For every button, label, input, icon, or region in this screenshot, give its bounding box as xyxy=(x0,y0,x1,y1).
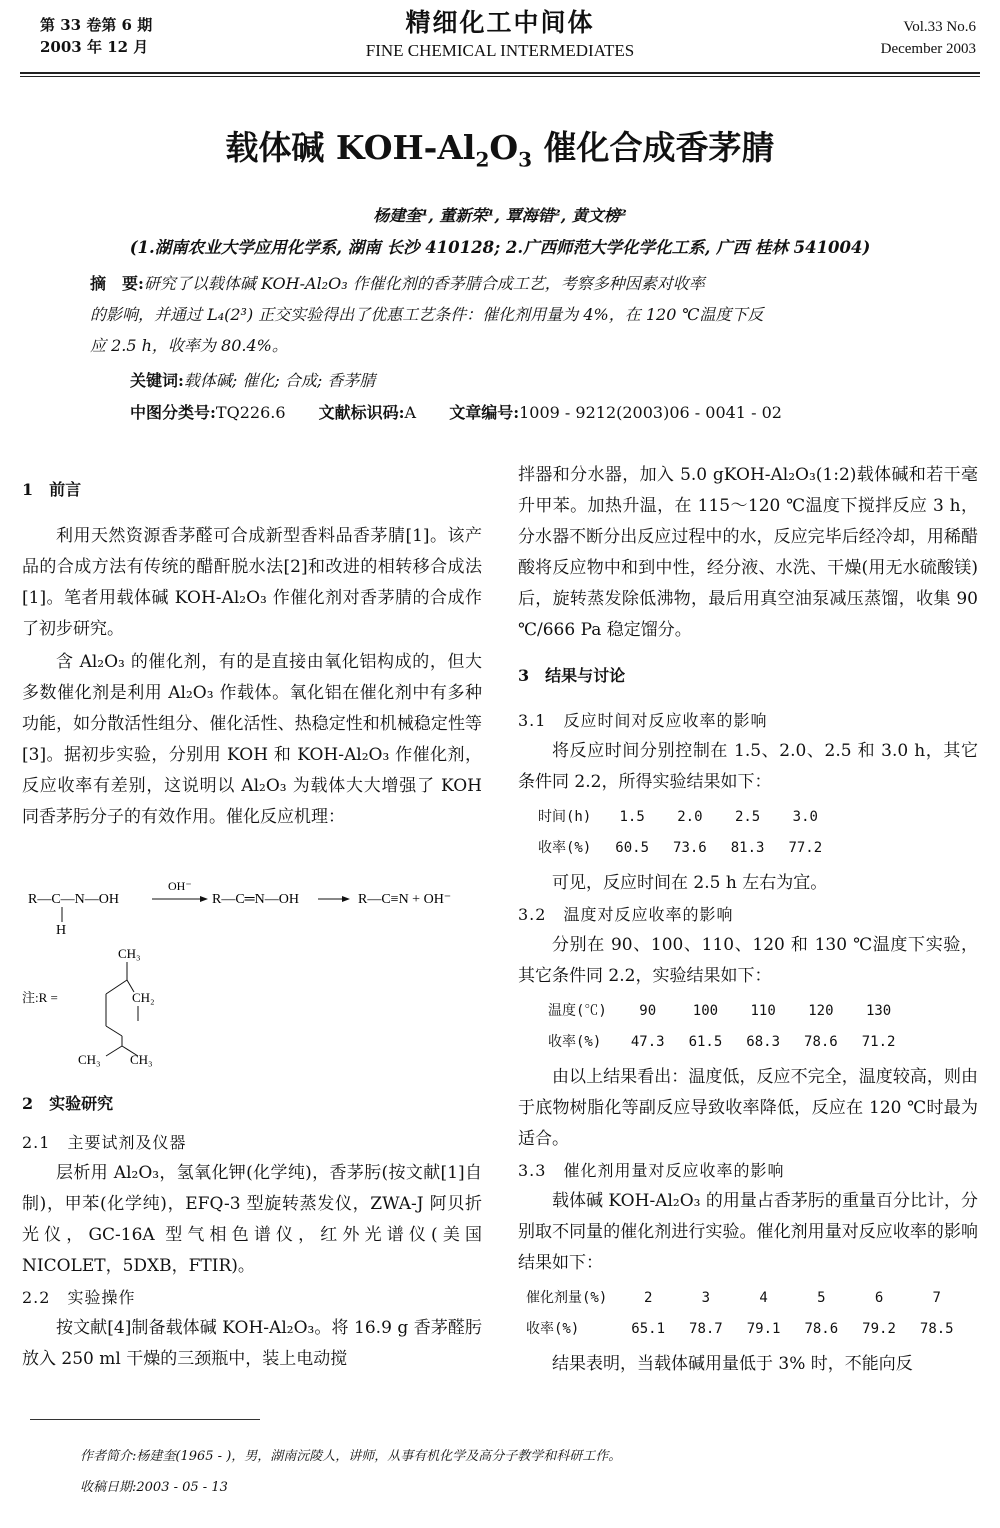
catalyst-yield-table xyxy=(526,1283,966,1345)
paragraph: 可见，反应时间在 2.5 h 左右为宜。 xyxy=(552,873,828,893)
bond-line xyxy=(106,1026,122,1036)
intermediate-formula: R—C═N—OH xyxy=(212,892,299,907)
subsection-heading: 3.2 温度对反应收率的影响 xyxy=(518,905,734,924)
abstract-label: 摘 要: xyxy=(90,274,144,293)
paragraph: 拌器和分水器，加入 5.0 gKOH-Al₂O₃(1:2)载体碱和若干毫升甲苯。加热升温，在 115～120 ℃温度下搅拌反应 3 h，分水器不断分出反应过程中的水，反应完毕后经冷却，用稀醋酸将反应物中和到中性，经分液、水洗、干燥(用无水硫酸镁)后，旋转蒸发除低沸物，最后用真空油泵减压蒸馏，收集 90 ℃/666 Pa 稳定馏分。 xyxy=(518,465,978,640)
table-cell: 7 xyxy=(932,1290,941,1306)
table-header: 温度(℃) xyxy=(548,1003,607,1019)
clc-code: TQ226.6 xyxy=(215,403,286,422)
table-cell: 120 xyxy=(808,1003,834,1019)
section-heading-experiment: 2 实验研究 xyxy=(22,1094,114,1113)
table-cell: 78.7 xyxy=(689,1321,723,1337)
table-cell: 78.6 xyxy=(804,1034,838,1050)
table-cell: 78.6 xyxy=(804,1321,839,1337)
table-cell: 77.2 xyxy=(788,840,823,856)
table-cell: 3 xyxy=(701,1290,711,1306)
abstract-line: 研究了以载体碱 KOH-Al₂O₃ 作催化剂的香茅腈合成工艺，考察多种因素对收率 xyxy=(143,274,705,293)
table-row xyxy=(526,1314,966,1345)
arrowhead-icon xyxy=(342,896,350,902)
article-title xyxy=(0,124,1000,184)
section-heading-results: 3 结果与讨论 xyxy=(518,666,626,685)
title-subscript: 3 xyxy=(518,147,533,172)
bond-line xyxy=(106,1046,122,1056)
author-bio-footnote: 作者简介:杨建奎(1965 - )，男，湖南沅陵人，讲师，从事有机化学及高分子教学和科研工作。 xyxy=(80,1449,622,1464)
table-header: 收率(%) xyxy=(538,840,592,856)
table-cell: 6 xyxy=(874,1290,884,1306)
table-cell: 2.0 xyxy=(677,809,703,825)
table-cell: 5 xyxy=(817,1290,826,1306)
paragraph: 结果表明，当载体碱用量低于 3% 时，不能向反 xyxy=(552,1354,913,1374)
subsection-heading: 3.1 反应时间对反应收率的影响 xyxy=(518,711,768,730)
article-number: 1009 - 9212(2003)06 - 0041 - 02 xyxy=(519,403,782,422)
title-part: O xyxy=(489,128,519,167)
footnote-rule xyxy=(30,1419,260,1420)
methyl-right: CH₃ xyxy=(130,1052,153,1067)
hydroxide-label: OH⁻ xyxy=(168,879,192,893)
header-rule xyxy=(20,72,980,74)
header-rule-thin xyxy=(20,76,980,77)
hydrogen-label: H xyxy=(56,923,67,938)
date-cn: 2003 年 12 月 xyxy=(40,38,149,56)
table-cell: 81.3 xyxy=(730,840,765,856)
r-group-note: 注:R = xyxy=(22,990,58,1005)
product-formula: R—C≡N + OH⁻ xyxy=(358,892,452,907)
volume-en: Vol.33 No.6 xyxy=(903,19,976,35)
right-column xyxy=(518,460,978,1380)
title-part: 载体碱 KOH-Al xyxy=(225,128,476,167)
table-cell: 65.1 xyxy=(631,1321,666,1337)
table-row xyxy=(538,833,834,864)
doc-code-label: 文献标识码: xyxy=(318,403,405,422)
title-part: 催化合成香茅腈 xyxy=(532,128,775,167)
table-cell: 79.1 xyxy=(746,1321,781,1337)
title-subscript: 2 xyxy=(475,147,490,172)
table-row xyxy=(548,1027,907,1058)
clc-label: 中图分类号: xyxy=(130,403,216,422)
doc-code: A xyxy=(404,403,417,422)
table-cell: 4 xyxy=(759,1290,768,1306)
methyl-top: CH₃ xyxy=(118,946,141,961)
table-cell: 47.3 xyxy=(630,1034,665,1050)
table-cell: 60.5 xyxy=(615,840,650,856)
temperature-yield-table xyxy=(548,996,907,1058)
table-row xyxy=(526,1283,966,1314)
keywords-text: 载体碱; 催化; 合成; 香茅腈 xyxy=(183,371,376,390)
table-header: 催化剂量(%) xyxy=(526,1290,608,1306)
abstract-line: 应 2.5 h，收率为 80.4%。 xyxy=(90,336,288,355)
classification-line xyxy=(130,400,782,423)
reactant-formula: R—C—N—OH xyxy=(28,892,120,907)
table-cell: 78.5 xyxy=(919,1321,954,1337)
issue-info-cn xyxy=(40,14,152,58)
issue-info-en xyxy=(881,16,976,60)
keywords-label: 关键词: xyxy=(130,371,184,390)
paragraph: 载体碱 KOH-Al₂O₃ 的用量占香茅肟的重量百分比计，分别取不同量的催化剂进行实验。催化剂用量对反应收率的影响结果如下： xyxy=(518,1191,978,1273)
authors: 杨建奎¹, 董新荣¹, 覃海错², 黄文榜² xyxy=(373,206,627,225)
table-cell: 2 xyxy=(643,1290,653,1306)
time-yield-table xyxy=(538,802,834,864)
table-row xyxy=(548,996,907,1027)
table-cell: 73.6 xyxy=(673,840,707,856)
abstract xyxy=(90,268,920,361)
left-column-lower xyxy=(22,1088,482,1375)
bond-line xyxy=(106,980,127,994)
paragraph: 将反应时间分别控制在 1.5、2.0、2.5 和 3.0 h，其它条件同 2.2，所得实验结果如下： xyxy=(518,741,978,792)
affiliations: (1.湖南农业大学应用化学系, 湖南 长沙 410128; 2.广西师范大学化学化工系, 广西 桂林 541004) xyxy=(129,238,871,257)
table-header: 收率(%) xyxy=(548,1034,602,1050)
table-cell: 130 xyxy=(865,1003,892,1019)
keywords xyxy=(130,368,375,391)
table-cell: 71.2 xyxy=(861,1034,896,1050)
table-cell: 2.5 xyxy=(734,809,761,825)
article-number-label: 文章编号: xyxy=(449,403,520,422)
table-cell: 100 xyxy=(692,1003,719,1019)
table-cell: 110 xyxy=(750,1003,776,1019)
section-heading-intro: 1 前言 xyxy=(22,480,82,499)
paragraph: 层析用 Al₂O₃，氢氧化钾(化学纯)，香茅肟(按文献[1]自制)，甲苯(化学纯)，EFQ-3 型旋转蒸发仪，ZWA-J 阿贝折光仪，GC-16A 型气相色谱仪，红外光谱仪(美国 NICOLET，5DXB，FTIR)。 xyxy=(22,1163,482,1276)
paragraph: 分别在 90、100、110、120 和 130 ℃温度下实验，其它条件同 2.2，实验结果如下： xyxy=(518,935,978,986)
subsection-heading: 2.2 实验操作 xyxy=(22,1288,136,1307)
table-cell: 1.5 xyxy=(619,809,645,825)
journal-masthead xyxy=(300,6,700,62)
table-cell: 68.3 xyxy=(746,1034,781,1050)
methylene-label: CH₂ xyxy=(132,990,155,1005)
received-date-footnote: 收稿日期:2003 - 05 - 13 xyxy=(80,1480,228,1495)
paragraph: 按文献[4]制备载体碱 KOH-Al₂O₃。将 16.9 g 香茅醛肟放入 250 ml 干燥的三颈瓶中，装上电动搅 xyxy=(22,1318,482,1369)
table-header: 时间(h) xyxy=(538,809,592,825)
reaction-scheme xyxy=(22,876,492,1076)
paragraph: 由以上结果看出：温度低，反应不完全，温度较高，则由于底物树脂化等副反应导致收率降低，反应在 120 ℃时最为适合。 xyxy=(518,1067,978,1149)
arrowhead-icon xyxy=(200,896,208,902)
journal-name-en: FINE CHEMICAL INTERMEDIATES xyxy=(365,41,635,60)
date-en: December 2003 xyxy=(880,41,976,57)
journal-name-cn: 精细化工中间体 xyxy=(405,8,595,37)
table-cell: 3.0 xyxy=(792,809,818,825)
subsection-heading: 2.1 主要试剂及仪器 xyxy=(22,1133,187,1152)
table-cell: 90 xyxy=(639,1003,657,1019)
left-column xyxy=(22,474,482,833)
abstract-line: 的影响，并通过 L₄(2³) 正交实验得出了优惠工艺条件：催化剂用量为 4%，在 120 ℃温度下反 xyxy=(90,305,764,324)
table-cell: 61.5 xyxy=(688,1034,723,1050)
methyl-left: CH₃ xyxy=(78,1052,101,1067)
paragraph: 利用天然资源香茅醛可合成新型香料品香茅腈[1]。该产品的合成方法有传统的醋酐脱水法[2]和改进的相转移合成法[1]。笔者用载体碱 KOH-Al₂O₃ 作催化剂对香茅腈的合成作了初步研究。 xyxy=(22,526,482,639)
table-cell: 79.2 xyxy=(862,1321,896,1337)
table-row xyxy=(538,802,834,833)
subsection-heading: 3.3 催化剂用量对反应收率的影响 xyxy=(518,1161,785,1180)
paragraph: 含 Al₂O₃ 的催化剂，有的是直接由氧化铝构成的，但大多数催化剂是利用 Al₂O₃ 作载体。氧化铝在催化剂中有多种功能，如分散活性组分、催化活性、热稳定性和机械稳定性等[3]。据初步实验，分别用 KOH 和 KOH-Al₂O₃ 作催化剂，反应收率有差别，这说明以 Al₂O₃ 为载体大大增强了 KOH 同香茅肟分子的有效作用。催化反应机理： xyxy=(22,652,482,827)
table-header: 收率(%) xyxy=(526,1321,580,1337)
volume-cn: 第 33 卷第 6 期 xyxy=(40,16,153,34)
